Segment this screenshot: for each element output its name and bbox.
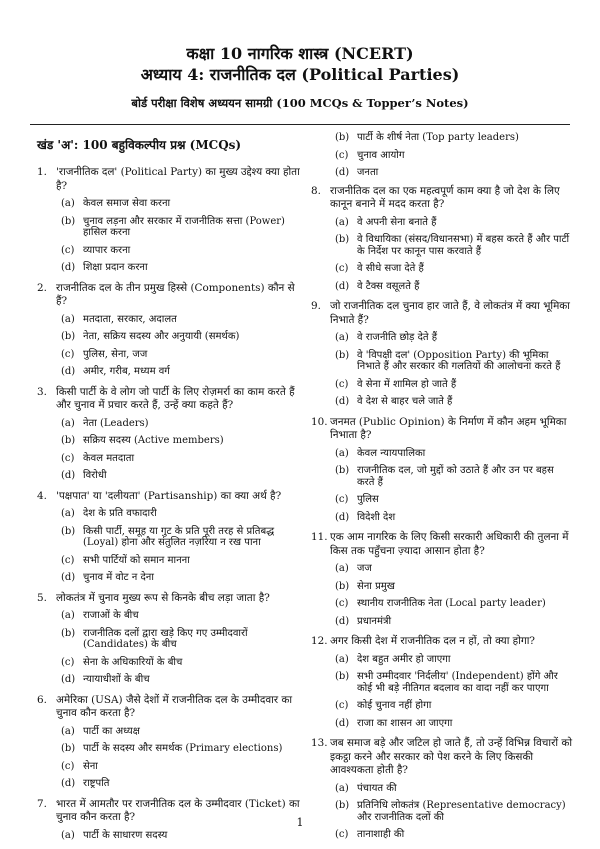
option-key: (d)	[61, 778, 76, 789]
question-item	[37, 166, 307, 274]
question-heading	[311, 737, 573, 778]
option-key: (c)	[335, 263, 349, 274]
option-item	[61, 555, 307, 567]
option-text: सक्रिय सदस्य (Active members)	[83, 435, 224, 446]
option-text: वे राजनीति छोड़ देते हैं	[357, 332, 438, 343]
option-key: (d)	[335, 717, 350, 729]
option-key: (d)	[61, 262, 76, 273]
option-text: जज	[357, 563, 372, 574]
option-key: (d)	[61, 572, 76, 583]
option-key: (b)	[335, 349, 350, 361]
option-key: (b)	[335, 132, 350, 143]
question-item	[37, 490, 307, 584]
right-column	[311, 132, 573, 849]
question-heading	[37, 166, 307, 193]
option-key: (c)	[61, 452, 75, 464]
option-key: (d)	[61, 674, 76, 685]
question-number: 3.	[37, 385, 47, 398]
option-text: न्यायाधीशों के बीच	[83, 674, 150, 685]
option-item	[61, 761, 307, 773]
option-text: किसी पार्टी, समूह या गुट के प्रति पूरी तरह से प्रतिबद्ध (Loyal) होना और संतुलित नज़रिया न रख पाना	[83, 525, 275, 548]
question-text: राजनीतिक दल का एक महत्वपूर्ण काम क्या है जो देश के लिए कानून बनाने में मदद करता है?	[330, 184, 560, 210]
option-text: सेना	[83, 760, 98, 772]
option-item	[61, 366, 307, 378]
question-item	[311, 300, 573, 408]
question-text: राजनीतिक दल के तीन प्रमुख हिस्से (Components) कौन से हैं?	[56, 281, 295, 307]
option-text: चुनाव आयोग	[357, 149, 405, 161]
option-text: सभी पार्टियों को समान मानना	[83, 554, 190, 566]
option-item	[61, 216, 307, 239]
option-key: (a)	[335, 563, 349, 574]
option-item	[335, 671, 573, 694]
option-text: विरोधी	[83, 470, 107, 481]
option-key: (c)	[61, 348, 75, 360]
question-number: 11.	[311, 531, 328, 543]
option-list	[61, 314, 307, 378]
question-item	[37, 694, 307, 790]
option-text: वे सीधे सजा देते हैं	[357, 263, 424, 274]
option-key: (b)	[61, 215, 76, 227]
option-key: (b)	[61, 331, 76, 342]
question-number: 10.	[311, 415, 328, 428]
option-list	[61, 418, 307, 482]
question-heading	[311, 185, 573, 212]
option-text: पार्टी के साधारण सदस्य	[83, 829, 168, 841]
option-text: नेता (Leaders)	[83, 417, 149, 429]
option-item	[335, 396, 573, 408]
option-text: वे सेना में शामिल हो जाते हैं	[357, 378, 457, 390]
option-item	[335, 167, 573, 179]
option-text: राजा का शासन आ जाएगा	[357, 717, 453, 729]
option-text: पार्टी के शीर्ष नेता (Top party leaders)	[357, 132, 519, 143]
option-item	[335, 598, 573, 610]
option-text: कोई चुनाव नहीं होगा	[357, 700, 432, 711]
option-text: राष्ट्रपति	[83, 778, 110, 789]
option-text: व्यापार करना	[83, 244, 131, 256]
question-heading	[311, 300, 573, 327]
option-text: मतदाता, सरकार, अदालत	[83, 313, 177, 325]
option-text: केवल न्यायपालिका	[357, 447, 426, 459]
question-text: अगर किसी देश में राजनीतिक दल न हों, तो क्या होगा?	[330, 635, 536, 647]
option-key: (b)	[335, 234, 350, 245]
question-heading	[37, 694, 307, 721]
question-item	[37, 282, 307, 378]
option-text: प्रतिनिधि लोकतंत्र (Representative democracy) और राजनीतिक दलों की	[357, 800, 566, 823]
option-text: चुनाव लड़ना और सरकार में राजनीतिक सत्ता (Power) हासिल करना	[83, 215, 285, 238]
question-heading	[37, 386, 307, 413]
option-item	[61, 349, 307, 361]
question-number: 12.	[311, 635, 328, 647]
section-title: खंड 'अ': 100 बहुविकल्पीय प्रश्न (MCQs)	[37, 138, 242, 152]
option-item	[61, 628, 307, 651]
option-text: पार्टी के सदस्य और समर्थक (Primary elections)	[83, 743, 283, 754]
option-key: (c)	[335, 378, 349, 390]
option-item	[61, 245, 307, 257]
option-text: तानाशाही की	[357, 829, 405, 840]
option-item	[335, 350, 573, 373]
option-key: (a)	[335, 447, 349, 459]
option-item	[61, 778, 307, 790]
option-item	[61, 830, 307, 842]
option-text: वे टैक्स वसूलते हैं	[357, 280, 420, 292]
question-heading	[37, 282, 307, 309]
option-item	[335, 512, 573, 524]
option-key: (a)	[335, 653, 349, 665]
option-item	[335, 465, 573, 488]
question-text: जब समाज बड़े और जटिल हो जाते हैं, तो उन्हें विभिन्न विचारों को इकट्ठा करने और सरकार को पेश करने के लिए किसकी आवश्यकता होती है?	[330, 737, 573, 776]
question-text: जो राजनीतिक दल चुनाव हार जाते हैं, वे लोकतंत्र में क्या भूमिका निभाते हैं?	[330, 300, 570, 326]
option-key: (c)	[335, 149, 349, 161]
option-item	[61, 508, 307, 520]
option-item	[61, 726, 307, 738]
option-text: प्रधानमंत्री	[357, 615, 392, 627]
option-item	[61, 572, 307, 584]
option-key: (a)	[61, 417, 75, 429]
document-subtitle: बोर्ड परीक्षा विशेष अध्ययन सामग्री (100 MCQs & Topper’s Notes)	[131, 96, 469, 110]
option-key: (d)	[61, 366, 76, 377]
option-text: देश के प्रति वफादारी	[83, 508, 157, 519]
option-key: (c)	[335, 700, 349, 711]
question-text: किसी पार्टी के वे लोग जो पार्टी के लिए रोज़मर्रा का काम करते हैं और चुनाव में प्रचार करते हैं, उन्हें क्या कहते हैं?	[56, 385, 295, 411]
option-item	[61, 314, 307, 326]
option-item	[335, 379, 573, 391]
option-text: पुलिस, सेना, जज	[83, 348, 148, 360]
left-column	[37, 132, 307, 849]
option-key: (c)	[61, 656, 75, 668]
option-text: केवल मतदाता	[83, 452, 135, 464]
option-key: (a)	[61, 610, 75, 621]
option-list	[335, 783, 573, 841]
header-divider	[30, 124, 570, 125]
option-key: (c)	[335, 598, 349, 609]
option-key: (c)	[61, 760, 75, 772]
option-text: सभी उम्मीदवार 'निर्दलीय' (Independent) होंगे और कोई भी बड़े नीतिगत बदलाव का वादा नहीं कर पाएगा	[357, 671, 558, 694]
option-key: (a)	[335, 216, 349, 228]
chapter-title: अध्याय 4: राजनीतिक दल (Political Parties)	[140, 65, 460, 84]
question-text: 'राजनीतिक दल' (Political Party) का मुख्य उद्देश्य क्या होता है?	[56, 166, 300, 192]
option-text: पुलिस	[357, 494, 379, 505]
option-list	[61, 198, 307, 274]
option-item	[61, 526, 307, 549]
option-list	[335, 448, 573, 524]
question-item	[311, 185, 573, 293]
option-key: (a)	[61, 198, 75, 209]
question-text: अमेरिका (USA) जैसे देशों में राजनीतिक दल के उम्मीदवार का चुनाव कौन करता है?	[56, 693, 293, 719]
right-question-list	[311, 185, 573, 841]
option-item	[61, 743, 307, 755]
option-key: (a)	[335, 782, 349, 794]
option-list	[335, 332, 573, 408]
option-item	[335, 132, 573, 144]
question-heading	[311, 416, 573, 443]
option-item	[335, 783, 573, 795]
question-text: भारत में आमतौर पर राजनीतिक दल के उम्मीदवार (Ticket) का चुनाव कौन करता है?	[56, 797, 300, 823]
option-item	[61, 262, 307, 274]
option-item	[335, 494, 573, 506]
option-item	[335, 616, 573, 628]
option-key: (d)	[335, 615, 350, 627]
option-text: सेना प्रमुख	[357, 580, 395, 592]
option-list	[61, 830, 307, 842]
option-key: (c)	[61, 244, 75, 256]
question-heading	[311, 531, 573, 558]
option-key: (b)	[335, 671, 350, 682]
option-item	[335, 654, 573, 666]
option-item	[335, 217, 573, 229]
option-key: (c)	[335, 494, 349, 505]
option-item	[61, 435, 307, 447]
option-key: (b)	[335, 580, 350, 592]
question-number: 6.	[37, 693, 47, 706]
option-key: (d)	[335, 167, 350, 178]
option-item	[61, 418, 307, 430]
question-number: 7.	[37, 797, 47, 810]
option-item	[335, 150, 573, 162]
option-item	[61, 610, 307, 622]
option-text: वे 'विपक्षी दल' (Opposition Party) की भूमिका निभाते हैं और सरकार की गलतियों की आलोचना करते हैं	[357, 349, 561, 372]
question-heading	[37, 490, 307, 504]
option-key: (c)	[61, 554, 75, 566]
option-key: (d)	[335, 280, 350, 292]
option-text: देश बहुत अमीर हो जाएगा	[357, 653, 451, 665]
option-key: (b)	[61, 525, 76, 537]
option-item	[61, 198, 307, 210]
question-item	[37, 592, 307, 686]
option-item	[335, 563, 573, 575]
option-list	[61, 610, 307, 686]
option-text: विदेशी देश	[357, 511, 396, 523]
option-text: केवल समाज सेवा करना	[83, 198, 171, 209]
option-text: शिक्षा प्रदान करना	[83, 262, 148, 273]
option-key: (c)	[335, 829, 349, 840]
option-text: नेता, सक्रिय सदस्य और अनुयायी (समर्थक)	[83, 331, 240, 342]
option-item	[61, 674, 307, 686]
question-number: 5.	[37, 591, 47, 604]
option-text: पार्टी का अध्यक्ष	[83, 725, 140, 737]
option-text: वे अपनी सेना बनाते हैं	[357, 216, 437, 228]
option-key: (b)	[335, 800, 350, 811]
option-item	[335, 332, 573, 344]
option-list	[335, 654, 573, 730]
question-item	[311, 635, 573, 729]
option-key: (a)	[61, 313, 75, 325]
option-text: वे विधायिका (संसद/विधानसभा) में बहस करते हैं और पार्टी के निर्देश पर कानून पास करवाते हैं	[357, 234, 570, 257]
question-number: 13.	[311, 737, 328, 749]
option-text: स्थानीय राजनीतिक नेता (Local party leader)	[357, 598, 546, 609]
option-key: (d)	[335, 511, 350, 523]
option-key: (a)	[335, 332, 349, 343]
option-text: अमीर, गरीब, मध्यम वर्ग	[83, 366, 170, 377]
question-text: 'पक्षपात' या 'दलीयता' (Partisanship) का क्या अर्थ है?	[56, 489, 282, 502]
question-number: 9.	[311, 300, 321, 312]
document-title: कक्षा 10 नागरिक शास्त्र (NCERT)	[186, 44, 414, 63]
option-key: (b)	[61, 627, 76, 639]
option-item	[61, 331, 307, 343]
option-item	[335, 263, 573, 275]
option-key: (b)	[61, 435, 76, 446]
option-item	[61, 657, 307, 669]
question-heading	[37, 592, 307, 606]
option-item	[335, 234, 573, 257]
option-text: जनता	[357, 167, 379, 178]
question-item	[37, 386, 307, 482]
question-item	[311, 531, 573, 627]
option-key: (d)	[335, 396, 350, 407]
option-key: (b)	[61, 743, 76, 754]
option-list	[335, 563, 573, 627]
question-text: जनमत (Public Opinion) के निर्माण में कौन अहम भूमिका निभाता है?	[330, 415, 567, 441]
question-number: 4.	[37, 489, 47, 502]
carried-options	[335, 132, 573, 179]
option-list	[335, 217, 573, 293]
option-key: (a)	[61, 508, 75, 519]
option-text: राजनीतिक दलों द्वारा खड़े किए गए उम्मीदवारों (Candidates) के बीच	[83, 627, 248, 650]
option-item	[335, 829, 573, 841]
question-number: 1.	[37, 166, 47, 178]
option-item	[335, 281, 573, 293]
option-item	[335, 700, 573, 712]
page-number: 1	[296, 816, 304, 829]
option-key: (d)	[61, 470, 76, 481]
question-text: एक आम नागरिक के लिए किसी सरकारी अधिकारी की तुलना में किस तक पहुँचना ज़्यादा आसान होता है?	[330, 531, 569, 557]
option-item	[335, 718, 573, 730]
question-number: 2.	[37, 281, 47, 294]
question-item	[311, 416, 573, 524]
question-heading	[311, 635, 573, 649]
option-key: (a)	[61, 829, 75, 841]
question-text: लोकतंत्र में चुनाव मुख्य रूप से किनके बीच लड़ा जाता है?	[56, 591, 270, 604]
option-item	[61, 453, 307, 465]
option-text: राजाओं के बीच	[83, 610, 139, 621]
option-item	[335, 448, 573, 460]
left-question-list	[37, 166, 307, 841]
option-text: सेना के अधिकारियों के बीच	[83, 656, 183, 668]
option-list	[61, 726, 307, 790]
option-text: पंचायत की	[357, 782, 397, 794]
option-item	[61, 470, 307, 482]
question-number: 8.	[311, 184, 321, 197]
option-text: चुनाव में वोट न देना	[83, 572, 154, 583]
option-list	[61, 508, 307, 584]
option-key: (b)	[335, 465, 350, 476]
option-text: राजनीतिक दल, जो मुद्दों को उठाते हैं और उन पर बहस करते हैं	[357, 465, 554, 488]
option-key: (a)	[61, 725, 75, 737]
option-item	[335, 581, 573, 593]
option-text: वे देश से बाहर चले जाते हैं	[357, 396, 453, 407]
